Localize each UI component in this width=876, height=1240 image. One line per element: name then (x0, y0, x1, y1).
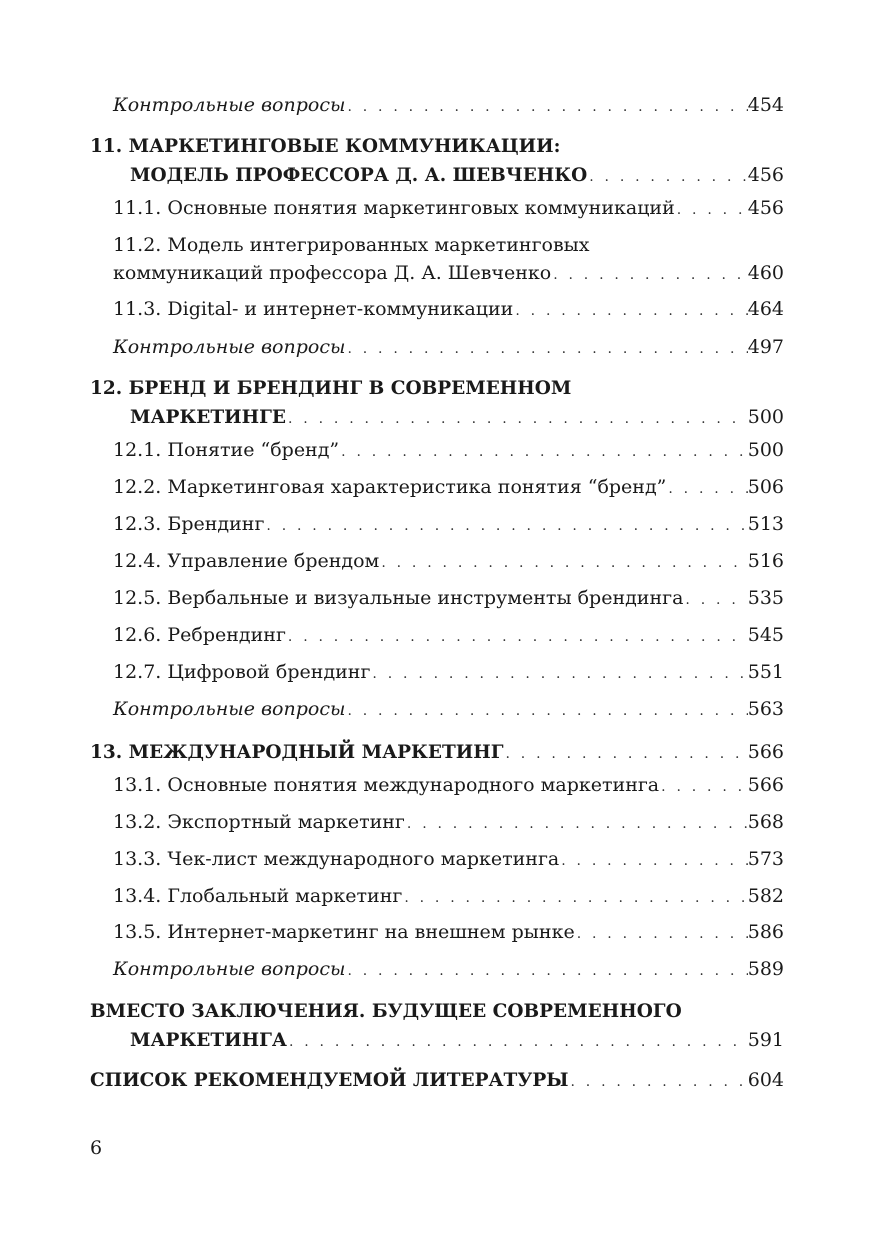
toc-entry-review-questions-10 (113, 96, 784, 115)
toc-entry-13-1 (113, 776, 784, 795)
chapter-11-heading-line2 (130, 166, 784, 186)
toc-entry-title: Контрольные вопросы (113, 698, 346, 720)
toc-entry-page: 589 (747, 958, 784, 980)
leader-dots (666, 482, 747, 496)
toc-entry-11-1 (113, 199, 784, 218)
toc-entry-page: 568 (747, 811, 784, 833)
toc-entry-12-3 (113, 515, 784, 534)
toc-entry-page: 591 (747, 1029, 784, 1051)
leader-dots (345, 704, 747, 718)
toc-entry-title: 13.4. Глобальный маркетинг (113, 885, 403, 907)
conclusion-heading-line1: ВМЕСТО ЗАКЛЮЧЕНИЯ. БУДУЩЕЕ СОВРЕМЕННОГО (90, 1001, 682, 1022)
conclusion-heading-line2 (130, 1031, 784, 1051)
leader-dots (683, 593, 747, 607)
toc-entry-page: 573 (747, 848, 784, 870)
toc-entry-page: 506 (747, 476, 784, 498)
toc-entry-review-questions-11 (113, 338, 784, 357)
toc-entry-page: 456 (747, 164, 784, 186)
toc-entry-title: МАРКЕТИНГЕ (130, 407, 286, 428)
chapter-12-heading-line1: 12. БРЕНД И БРЕНДИНГ В СОВРЕМЕННОМ (90, 378, 572, 399)
leader-dots (286, 412, 748, 426)
toc-entry-page: 545 (747, 624, 784, 646)
leader-dots (587, 170, 748, 184)
toc-entry-title: 11.3. Digital- и интернет-коммуникации (113, 298, 514, 320)
toc-entry-title: Контрольные вопросы (113, 336, 346, 358)
toc-entry-page: 604 (747, 1069, 784, 1091)
toc-entry-title: 13.3. Чек-лист международного маркетинга (113, 848, 560, 870)
toc-entry-page: 535 (747, 587, 784, 609)
toc-entry-12-6 (113, 626, 784, 645)
toc-entry-page: 456 (747, 197, 784, 219)
leader-dots (345, 100, 747, 114)
toc-entry-title: МОДЕЛЬ ПРОФЕССОРА Д. А. ШЕВЧЕНКО (130, 165, 588, 186)
toc-entry-review-questions-12 (113, 700, 784, 719)
toc-entry-11-2-line1: 11.2. Модель интегрированных маркетинговых (113, 234, 590, 256)
leader-dots (345, 964, 747, 978)
chapter-13-heading (90, 743, 784, 763)
toc-entry-page: 464 (747, 298, 784, 320)
toc-entry-title: 13.2. Экспортный маркетинг (113, 811, 405, 833)
leader-dots (513, 304, 747, 318)
leader-dots (659, 780, 748, 794)
leader-dots (402, 891, 747, 905)
toc-entry-title: МАРКЕТИНГА (130, 1030, 287, 1051)
toc-entry-page: 551 (747, 661, 784, 683)
toc-entry-title: 12.1. Понятие “бренд” (113, 439, 340, 461)
toc-entry-12-5 (113, 589, 784, 608)
toc-entry-page: 460 (747, 262, 784, 284)
toc-entry-title: 12.4. Управление брендом (113, 550, 380, 572)
toc-entry-page: 586 (747, 921, 784, 943)
leader-dots (503, 747, 747, 761)
leader-dots (370, 667, 747, 681)
toc-entry-13-3 (113, 850, 784, 869)
toc-entry-page: 563 (747, 698, 784, 720)
toc-entry-13-2 (113, 813, 784, 832)
leader-dots (379, 556, 747, 570)
toc-entry-page: 497 (747, 336, 784, 358)
leader-dots (568, 1075, 747, 1089)
toc-entry-page: 566 (747, 741, 784, 763)
leader-dots (287, 1035, 748, 1049)
toc-entry-title: 13. МЕЖДУНАРОДНЫЙ МАРКЕТИНГ (90, 742, 504, 763)
toc-entry-title: Контрольные вопросы (113, 958, 346, 980)
toc-entry-13-5 (113, 923, 784, 942)
leader-dots (551, 268, 748, 282)
leader-dots (559, 854, 747, 868)
toc-entry-12-7 (113, 663, 784, 682)
toc-entry-title: 12.6. Ребрендинг (113, 624, 286, 646)
leader-dots (264, 519, 747, 533)
toc-entry-title: коммуникаций профессора Д. А. Шевченко (113, 262, 552, 284)
leader-dots (405, 817, 748, 831)
leader-dots (339, 445, 748, 459)
leader-dots (675, 203, 748, 217)
toc-entry-page: 582 (747, 885, 784, 907)
toc-entry-page: 454 (747, 94, 784, 116)
toc-entry-title: 12.3. Брендинг (113, 513, 265, 535)
toc-entry-page: 516 (747, 550, 784, 572)
leader-dots (345, 342, 747, 356)
leader-dots (575, 927, 748, 941)
toc-entry-title: 11.1. Основные понятия маркетинговых коммуникаций (113, 197, 675, 219)
chapter-11-heading-line1: 11. МАРКЕТИНГОВЫЕ КОММУНИКАЦИИ: (90, 136, 561, 157)
chapter-12-heading-line2 (130, 408, 784, 428)
toc-entry-title: 12.7. Цифровой брендинг (113, 661, 371, 683)
toc-entry-title: 13.5. Интернет-маркетинг на внешнем рынке (113, 921, 575, 943)
toc-entry-title: 13.1. Основные понятия международного маркетинга (113, 774, 660, 796)
literature-heading (90, 1071, 784, 1091)
toc-entry-11-3 (113, 300, 784, 319)
toc-entry-page: 513 (747, 513, 784, 535)
toc-entry-13-4 (113, 887, 784, 906)
toc-entry-12-2 (113, 478, 784, 497)
page-number: 6 (90, 1137, 103, 1159)
toc-entry-title: СПИСОК РЕКОМЕНДУЕМОЙ ЛИТЕРАТУРЫ (90, 1070, 569, 1091)
toc-entry-title: Контрольные вопросы (113, 94, 346, 116)
toc-entry-12-4 (113, 552, 784, 571)
leader-dots (286, 630, 748, 644)
toc-entry-page: 500 (747, 406, 784, 428)
toc-entry-title: 12.5. Вербальные и визуальные инструменты брендинга (113, 587, 684, 609)
toc-entry-12-1 (113, 441, 784, 460)
toc-entry-page: 500 (747, 439, 784, 461)
toc-entry-review-questions-13 (113, 960, 784, 979)
toc-entry-page: 566 (747, 774, 784, 796)
toc-entry-11-2-line2 (113, 264, 784, 283)
toc-entry-title: 12.2. Маркетинговая характеристика понятия “бренд” (113, 476, 667, 498)
